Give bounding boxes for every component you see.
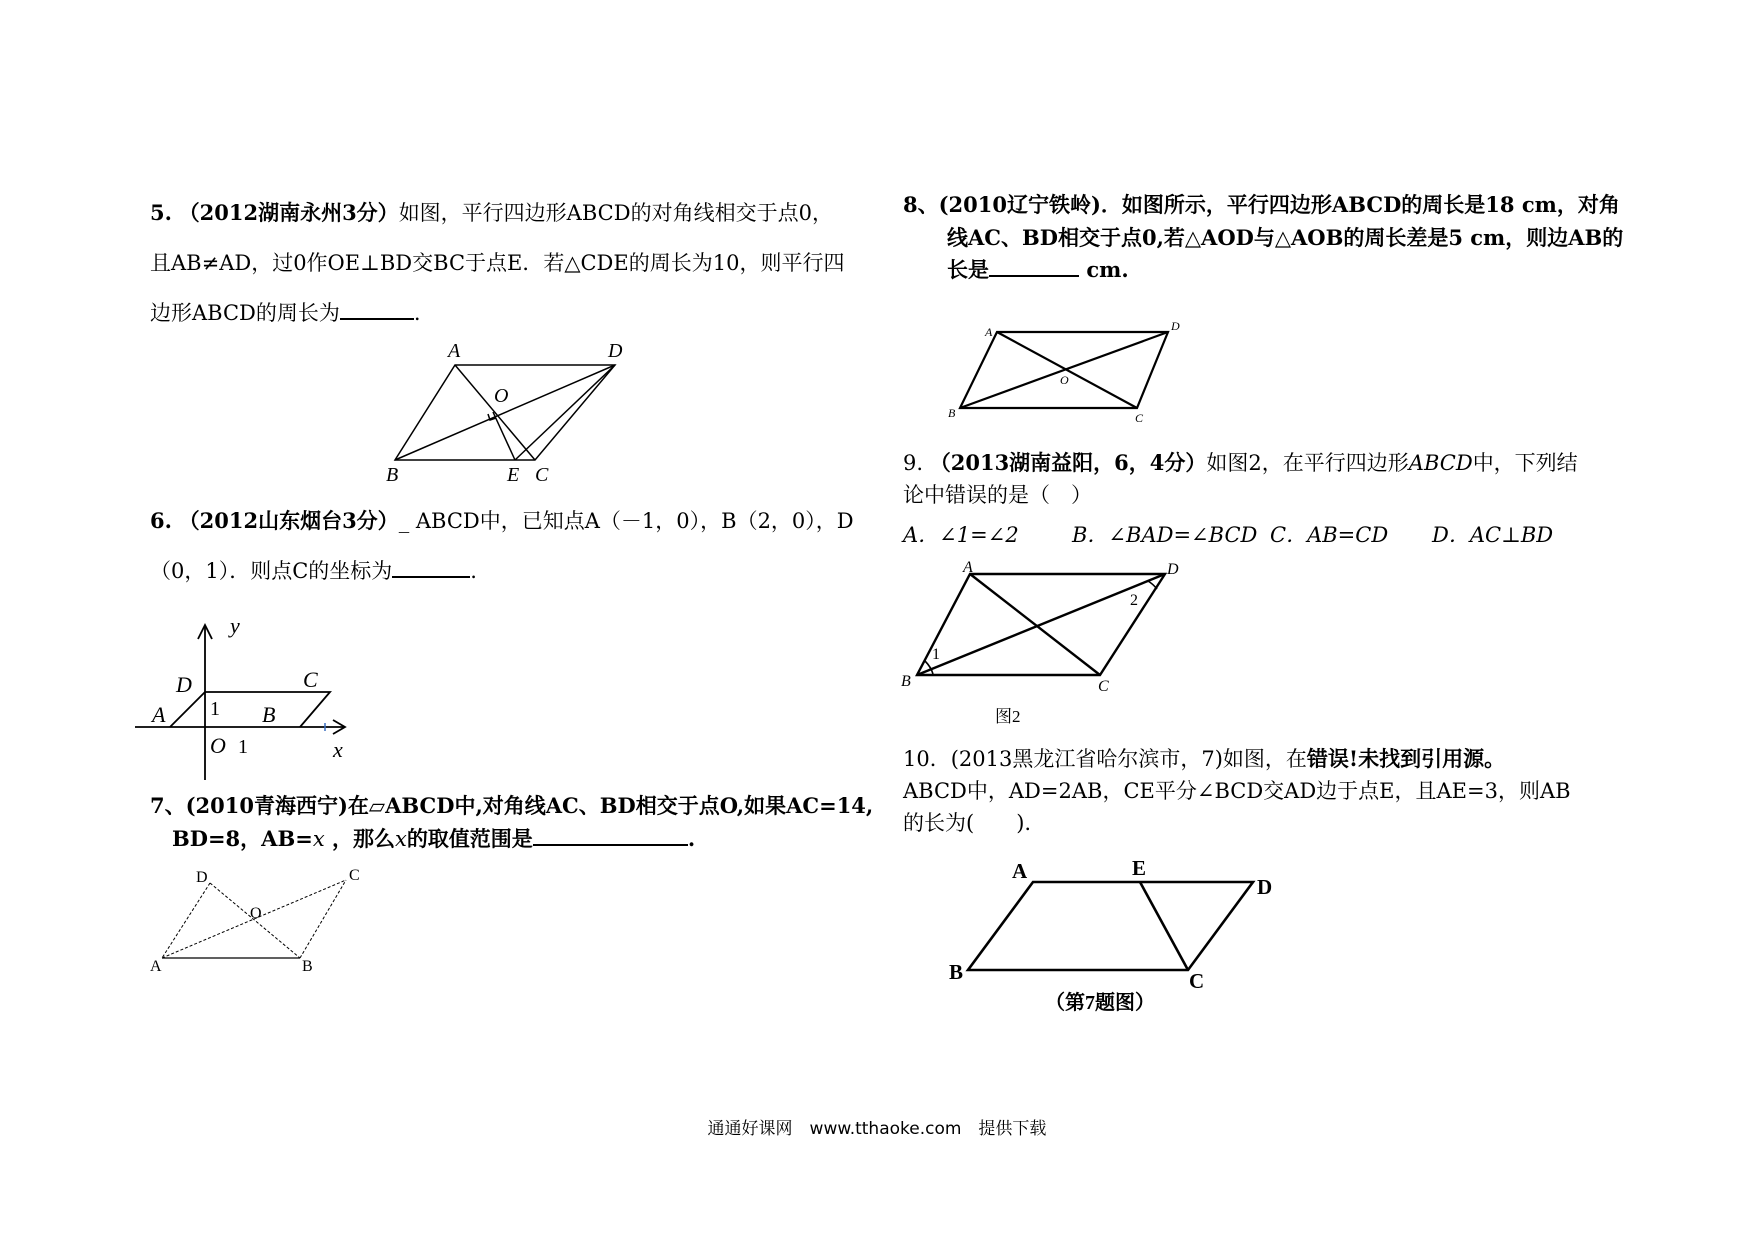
- q10-label-c: C: [1189, 969, 1205, 993]
- q6-text-2: （0，1）．则点C的坐标为: [150, 559, 393, 583]
- q7-answer-blank[interactable]: [533, 824, 688, 846]
- q9-label-a: A: [963, 559, 973, 576]
- q6-label-one-y: 1: [210, 698, 220, 720]
- q5-number: 5.: [150, 200, 172, 225]
- q6-line-1: [150, 506, 854, 536]
- q8-label-a: A: [985, 325, 993, 339]
- q9-line-1: 9. （2013湖南益阳，6，4分）如图2，在平行四边形ABCD中，下列结: [903, 450, 1578, 475]
- q10-line-3: 的长为( ).: [903, 811, 1032, 835]
- q5-answer-blank[interactable]: [340, 298, 414, 320]
- q8-label-b: B: [948, 406, 956, 420]
- q9-line-2: 论中错误的是（ ）: [903, 483, 1092, 507]
- q9-label-angle-2: 2: [1130, 592, 1138, 609]
- q9-figure: [895, 560, 1195, 725]
- q10-line-1: 10．(2013黑龙江省哈尔滨市，7)如图，在错误!未找到引用源。: [903, 746, 1506, 771]
- q9-option-d: D．AC⊥BD: [1432, 523, 1554, 547]
- q9-source: （2013湖南益阳，6，4分）: [929, 450, 1207, 475]
- q8-answer-blank[interactable]: [989, 255, 1079, 277]
- q9-option-b: B．∠BAD=∠BCD: [1072, 523, 1258, 547]
- q5-source: （2012湖南永州3分）: [178, 200, 399, 225]
- q6-line-2: （0，1）．则点C的坐标为 .: [150, 556, 477, 586]
- q5-label-e: E: [507, 464, 520, 486]
- q8-label-o: O: [1060, 373, 1069, 387]
- q6-label-d: D: [176, 672, 192, 697]
- q6-label-y: y: [230, 613, 240, 638]
- q6-source: （2012山东烟台3分）: [178, 508, 399, 533]
- q5-label-c: C: [535, 464, 549, 486]
- q8-line-2: 线AC、BD相交于点0,若△AOD与△AOB的周长差是5 cm，则边AB的: [947, 225, 1624, 250]
- q7-label-a: A: [150, 958, 162, 975]
- q8-figure: [945, 318, 1185, 428]
- q5-line-3: 边形ABCD的周长为 .: [150, 298, 421, 328]
- q6-label-x: x: [333, 737, 343, 762]
- q10-figure: [945, 856, 1273, 1018]
- q8-line-1: 8、(2010辽宁铁岭)．如图所示，平行四边形ABCD的周长是18 cm，对角: [903, 192, 1620, 217]
- q5-label-b: B: [386, 464, 399, 486]
- q9-option-a: A．∠1=∠2: [903, 523, 1019, 547]
- q5-label-o: O: [494, 385, 509, 407]
- q5-text-3: 边形ABCD的周长为: [150, 301, 340, 325]
- q7-label-b: B: [302, 958, 313, 975]
- q7-label-o: O: [250, 905, 262, 922]
- q9-label-c: C: [1098, 678, 1109, 695]
- q8-label-c: C: [1135, 411, 1144, 425]
- q7-line-2: BD=8，AB=x ，那么x的取值范围是 .: [172, 826, 696, 851]
- q10-line-2: ABCD中，AD=2AB，CE平分∠BCD交AD边于点E，且AE=3，则AB: [903, 779, 1571, 803]
- q8-label-d: D: [1171, 319, 1180, 333]
- q5-label-d: D: [608, 340, 623, 362]
- q10-label-a: A: [1012, 859, 1028, 883]
- q6-label-c: C: [303, 667, 318, 692]
- q10-label-b: B: [949, 960, 964, 984]
- q7-figure: [150, 868, 380, 978]
- q9-figure-caption: 图2: [995, 707, 1021, 726]
- q9-label-angle-1: 1: [932, 646, 940, 663]
- q6-label-a: A: [152, 702, 166, 727]
- q6-label-o: O: [210, 733, 226, 758]
- q10-figure-caption: （第7题图）: [1045, 992, 1155, 1014]
- q5-label-a: A: [448, 340, 461, 362]
- q6-figure: [130, 605, 380, 785]
- q6-label-one-x: 1: [238, 736, 248, 758]
- q6-answer-blank[interactable]: [392, 556, 470, 578]
- q10-error-text: 错误!未找到引用源。: [1306, 746, 1506, 771]
- q6-number: 6.: [150, 508, 172, 533]
- q8-line-3: 长是 cm.: [947, 257, 1129, 282]
- page-footer: 通通好课网 www.tthaoke.com 提供下载: [707, 1119, 1047, 1139]
- q5-line-1: [150, 198, 833, 228]
- q10-label-e: E: [1132, 856, 1147, 880]
- q9-option-c: C．AB=CD: [1270, 523, 1389, 547]
- q5-text-1: 如图，平行四边形ABCD的对角线相交于点0，: [398, 201, 833, 225]
- q9-label-d: D: [1167, 561, 1179, 578]
- q5-line-2: 且AB≠AD，过0作OE⊥BD交BC于点E．若△CDE的周长为10，则平行四: [150, 251, 845, 275]
- q7-line-1: 7、(2010青海西宁)在▱ABCD中,对角线AC、BD相交于点O,如果AC=14,: [150, 793, 874, 818]
- q7-label-c: C: [349, 867, 360, 884]
- q10-label-d: D: [1257, 875, 1273, 899]
- q7-label-d: D: [196, 869, 208, 886]
- q6-text-1: _ ABCD中，已知点A（－1，0），B（2，0），D: [398, 509, 854, 533]
- q9-label-b: B: [901, 673, 911, 690]
- q6-label-b: B: [262, 702, 276, 727]
- q5-figure: [380, 340, 640, 490]
